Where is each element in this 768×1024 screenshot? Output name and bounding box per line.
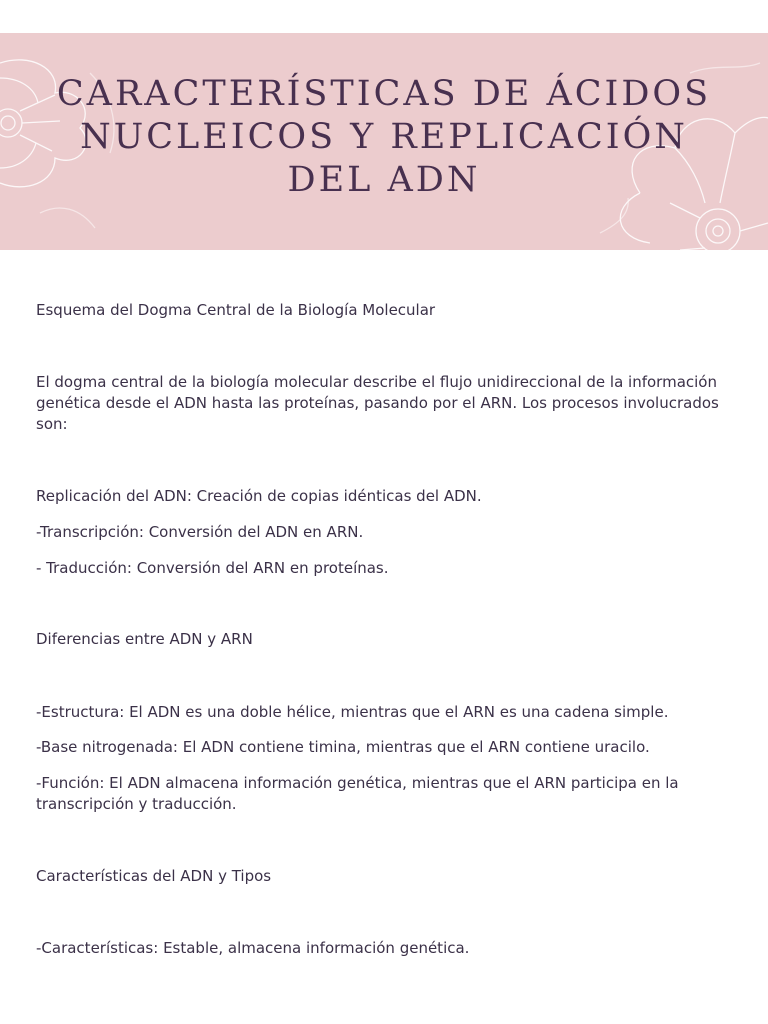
section-heading-dna-characteristics: Características del ADN y Tipos xyxy=(36,867,272,885)
page-title: CARACTERÍSTICAS DE ÁCIDOS NUCLEICOS Y REPLICACIÓN DEL ADN xyxy=(56,74,712,200)
section-heading-differences: Diferencias entre ADN y ARN xyxy=(36,630,253,648)
list-item-replication: Replicación del ADN: Creación de copias idénticas del ADN. xyxy=(36,487,482,505)
list-item-translation: - Traducción: Conversión del ARN en proteínas. xyxy=(36,559,389,577)
list-item-nitrogenous-base: -Base nitrogenada: El ADN contiene timina, mientras que el ARN contiene uracilo. xyxy=(36,738,650,756)
list-item-characteristics: -Características: Estable, almacena información genética. xyxy=(36,939,470,957)
list-item-transcription: -Transcripción: Conversión del ADN en ARN. xyxy=(36,523,364,541)
header-banner xyxy=(0,33,768,250)
list-item-structure: -Estructura: El ADN es una doble hélice, mientras que el ARN es una cadena simple. xyxy=(36,703,669,721)
paragraph-dogma-description: El dogma central de la biología molecular describe el flujo unidireccional de la información genética desde el ADN hasta las proteínas, pasando por el ARN. Los procesos involucrados son: xyxy=(36,373,719,433)
section-heading-dogma: Esquema del Dogma Central de la Biología Molecular xyxy=(36,301,436,319)
list-item-function: -Función: El ADN almacena información genética, mientras que el ARN participa en la transcripción y traducción. xyxy=(36,774,679,813)
